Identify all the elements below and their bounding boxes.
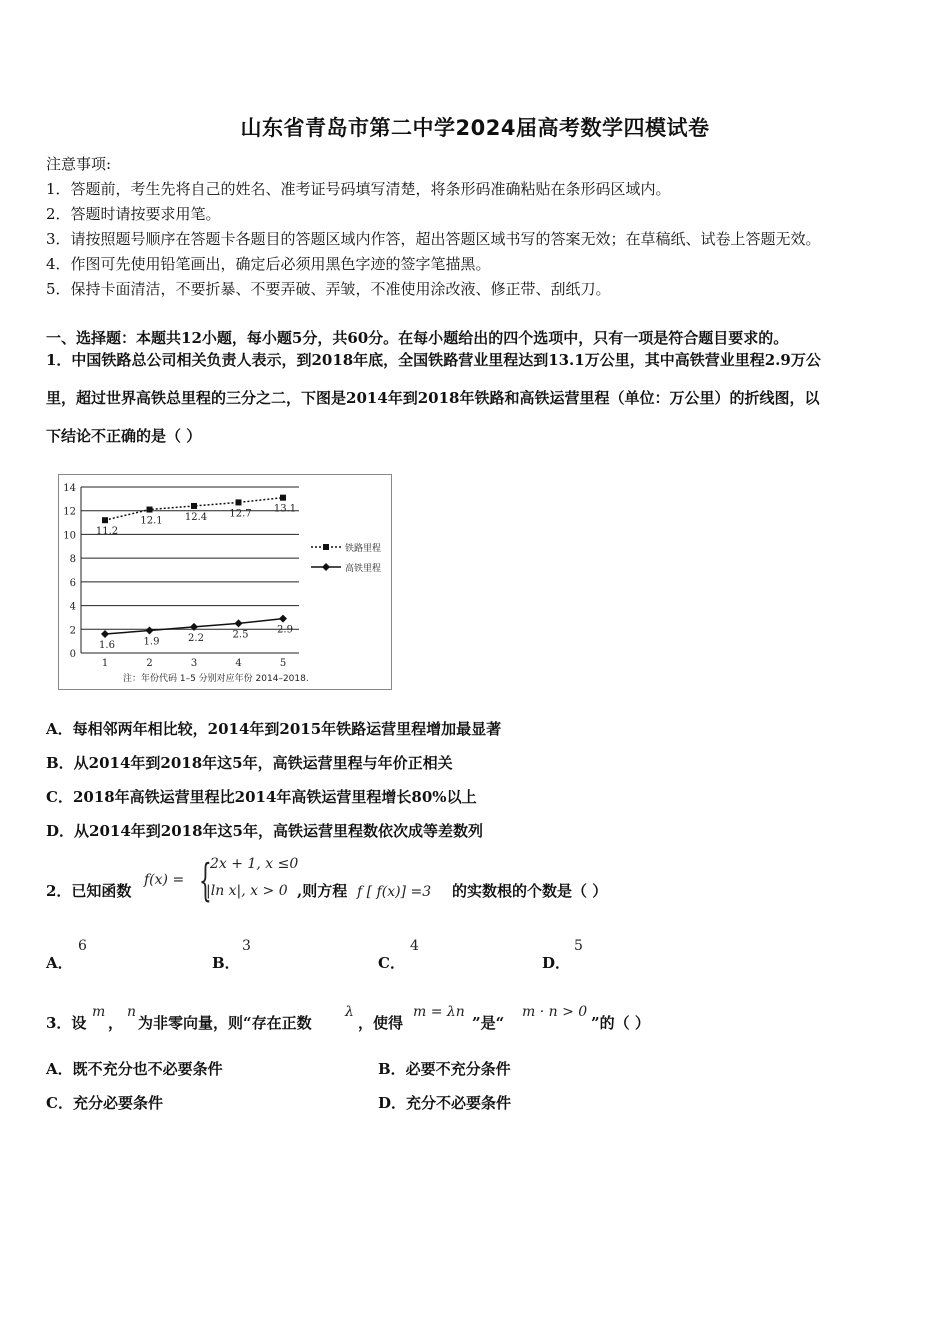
- railway-point: [147, 507, 153, 513]
- notice-item: 5．保持卡面清洁，不要折暴、不要弄破、弄皱，不准使用涂改液、修正带、刮纸刀。: [46, 280, 611, 298]
- q3-separator: ，: [108, 1014, 124, 1032]
- q2-option-d-value: 5: [574, 938, 583, 954]
- y-tick-label: 2: [69, 625, 76, 637]
- high-speed-point: [235, 619, 243, 627]
- x-tick-label: 4: [235, 658, 242, 669]
- q3-vector-m: m: [92, 1004, 106, 1020]
- high-speed-data-label: 1.6: [99, 640, 115, 652]
- q3-text-1: 3．设: [46, 1014, 87, 1032]
- q3-equation-2: m · n > 0: [522, 1004, 588, 1020]
- railway-point: [102, 517, 108, 523]
- left-brace: {: [199, 853, 212, 907]
- q3-lambda: λ: [345, 1004, 354, 1020]
- y-tick-label: 0: [69, 649, 76, 660]
- q2-option-b-value: 3: [242, 938, 251, 954]
- q2-option-b-label: B．: [212, 954, 240, 972]
- high-speed-data-label: 2.2: [188, 632, 204, 644]
- y-tick-label: 8: [69, 554, 76, 566]
- question-2-suffix: 的实数根的个数是（ ）: [452, 882, 608, 900]
- high-speed-point: [146, 626, 154, 634]
- x-tick-label: 5: [279, 658, 287, 669]
- legend-railway-marker: [323, 544, 329, 550]
- y-tick-label: 10: [63, 530, 76, 542]
- option-b: B．从2014年到2018年这5年，高铁运营里程与年价正相关: [46, 754, 453, 772]
- q2-function-name: f(x) =: [144, 872, 185, 888]
- q3-vector-n: n: [127, 1004, 137, 1020]
- q3-option-a: A．既不充分也不必要条件: [46, 1060, 223, 1078]
- legend-railway-label: 铁路里程: [345, 544, 382, 554]
- high-speed-point: [101, 630, 109, 638]
- notice-item: 4．作图可先使用铅笔画出，确定后必须用黑色字迹的签字笔描黑。: [46, 255, 491, 273]
- y-tick-label: 12: [63, 506, 76, 518]
- q3-option-d: D．充分不必要条件: [378, 1094, 512, 1112]
- page-title: 山东省青岛市第二中学2024届高考数学四模试卷: [240, 116, 710, 140]
- legend-high-speed-label: 高铁里程: [345, 564, 382, 574]
- question-1-line-1: 1．中国铁路总公司相关负责人表示，到2018年底，全国铁路营业里程达到13.1万公里，其中高铁营业里程2.9万公: [46, 351, 821, 369]
- q2-option-c-value: 4: [410, 938, 419, 954]
- x-tick-label: 1: [101, 658, 109, 669]
- notice-item: 3．请按照题号顺序在答题卡各题目的答题区域内作答，超出答题区域书写的答案无效；在草稿纸、试卷上答题无效。: [46, 230, 821, 248]
- q3-text-3: ，使得: [358, 1014, 404, 1032]
- q3-text-2: 为非零向量，则“存在正数: [138, 1014, 312, 1032]
- railway-point: [191, 503, 197, 509]
- q2-option-a-value: 6: [78, 938, 87, 954]
- y-tick-label: 14: [63, 483, 76, 494]
- y-tick-label: 6: [69, 577, 76, 589]
- q3-option-b: B．必要不充分条件: [378, 1060, 511, 1078]
- x-tick-label: 3: [190, 658, 198, 669]
- question-2-mid: ,则方程: [297, 882, 348, 900]
- notice-item: 1．答题前，考生先将自己的姓名、准考证号码填写清楚，将条形码准确粘贴在条形码区域内。: [46, 180, 671, 198]
- railway-point: [280, 495, 286, 501]
- question-1-line-3: 下结论不正确的是（ ）: [46, 427, 202, 445]
- x-tick-label: 2: [146, 658, 153, 669]
- high-speed-data-label: 1.9: [143, 636, 160, 648]
- section-heading: 一、选择题：本题共12小题，每小题5分，共60分。在每小题给出的四个选项中，只有一项是符合题目要求的。: [46, 329, 789, 347]
- railway-data-label: 12.4: [184, 511, 208, 523]
- option-c: C．2018年高铁运营里程比2014年高铁运营里程增长80%以上: [46, 788, 477, 806]
- high-speed-point: [279, 615, 287, 623]
- q3-text-5: ”的（ ）: [591, 1014, 650, 1032]
- railway-data-label: 13.1: [273, 503, 297, 515]
- notice-item: 2．答题时请按要求用笔。: [46, 205, 221, 223]
- high-speed-data-label: 2.9: [277, 624, 293, 636]
- q2-equation: f [ f(x)] =3: [357, 884, 432, 900]
- q2-case-2: |ln x|, x > 0: [206, 883, 288, 899]
- railway-data-label: 12.1: [140, 515, 163, 527]
- question-2-prefix: 2．已知函数: [46, 882, 132, 900]
- q3-equation-1: m = λn: [413, 1004, 465, 1020]
- legend-high-speed-marker: [322, 563, 330, 571]
- q3-text-4: ”是“: [472, 1014, 505, 1032]
- notice-heading: 注意事项:: [46, 155, 112, 173]
- chart-note: 注：年份代码 1–5 分别对应年份 2014–2018.: [123, 674, 309, 684]
- option-d: D．从2014年到2018年这5年，高铁运营里程数依次成等差数列: [46, 822, 483, 840]
- y-tick-label: 4: [69, 601, 76, 613]
- q2-option-d-label: D．: [542, 954, 571, 972]
- railway-data-label: 12.7: [229, 508, 252, 520]
- chart-svg: [59, 475, 391, 689]
- q2-option-a-label: A．: [46, 954, 73, 972]
- railway-data-label: 11.2: [95, 526, 119, 538]
- q2-option-c-label: C．: [378, 954, 405, 972]
- line-chart: [58, 474, 392, 690]
- high-speed-data-label: 2.5: [232, 629, 249, 641]
- question-1-line-2: 里，超过世界高铁总里程的三分之二，下图是2014年到2018年铁路和高铁运营里程（单位：万公里）的折线图，以: [46, 389, 820, 407]
- q2-case-1: 2x + 1, x ≤0: [210, 856, 299, 872]
- q3-option-c: C．充分必要条件: [46, 1094, 163, 1112]
- railway-point: [236, 499, 242, 505]
- option-a: A．每相邻两年相比较，2014年到2015年铁路运营里程增加最显著: [46, 720, 502, 738]
